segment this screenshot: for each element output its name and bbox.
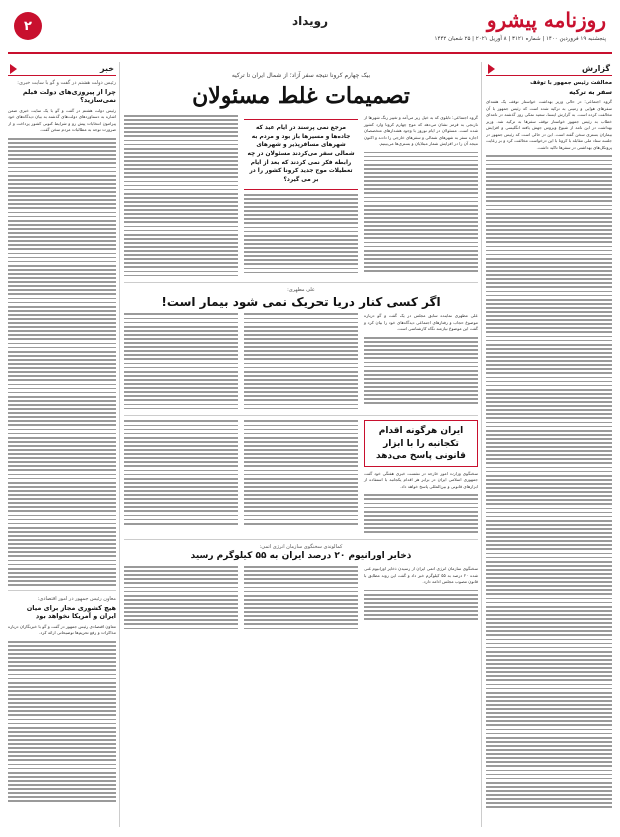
- lead-body-columns: [124, 115, 478, 276]
- uranium-kicker: کمالوندی سخنگوی سازمان انرژی اتمی:: [259, 543, 343, 550]
- foreign-ministry-body-col-3: [124, 420, 238, 524]
- report-kicker: مخالفت رئیس جمهور با توقف: [530, 80, 612, 86]
- news-tag-bar: [8, 62, 116, 76]
- column-divider-left: [119, 62, 120, 827]
- foreign-ministry-body-columns: [124, 420, 478, 533]
- motahari-headline: اگر کسی کنار دریا تحریک نمی شود بیمار است!: [161, 295, 441, 310]
- date-line: پنجشنبه ۱۹ فروردین ۱۴۰۰ | شماره ۳۱۲۱ | ۸ آوریل ۲۰۲۱ | ۲۵ شعبان ۱۴۴۲: [434, 36, 606, 42]
- news-headline-1: چرا از پیروزی‌های دولت قبلم نمی‌سازید؟: [22, 88, 116, 105]
- motahari-body-col-1: [364, 337, 478, 404]
- uranium-body: سخنگوی سازمان انرژی اتمی ایران از رسیدن ذخایر اورانیوم غنی شده ۲۰ درصد به ۵۵ کیلوگرم خبر داد و گفت این روند مطابق با قانون مصوب مجلس ادامه دارد.: [364, 566, 478, 585]
- news-headline-2: هیچ کشوری مجاز برای میان ایران و آمریکا نخواهد بود: [26, 603, 116, 621]
- news-body-1-continued: [8, 138, 116, 586]
- uranium-body-col-2: [244, 566, 358, 629]
- report-body: گروه اجتماعی: در حالی وزیر بهداشت خواستار توقف یک هفته‌ای سفرهای هوایی و زمینی به ترکیه شده است که رئیس جمهور با آن مخالفت کرده است. به گزارش ایسنا، سعید نمکی روز گذشته در نامه‌ای خطاب به رئیس جمهور خواستار توقف سفرها به ترکیه شد. وزیر بهداشت در این نامه از شیوع ویروس جهش یافته انگلیسی و افزایش بیماران بستری سخن گفته است. این در حالی است که رئیس جمهور در جلسه ستاد ملی مقابله با کرونا با این درخواست مخالفت کرد و بر رعایت پروتکل‌های بهداشتی در سفرها تاکید داشت.: [486, 99, 612, 150]
- motahari-body-col-2: [244, 313, 358, 409]
- newspaper-logo: روزنامه پیشرو: [486, 8, 606, 32]
- foreign-ministry-headline: ایران هرگونه اقدام تکجانبه را با ابزار قانونی پاسخ می‌دهد: [376, 426, 466, 461]
- uranium-story: [124, 539, 478, 629]
- news-body-2: معاون اقتصادی رئیس جمهور در گفت و گو با خبرنگاران درباره مذاکرات و رفع تحریم‌ها توضیحاتی ارائه کرد.: [8, 623, 116, 636]
- main-content: [124, 62, 478, 827]
- lead-body-col-3: [124, 115, 238, 276]
- report-body-continued: [486, 155, 612, 808]
- foreign-ministry-body: سخنگوی وزارت امور خارجه در نشست خبری هفتگی خود گفت جمهوری اسلامی ایران در برابر هر اقدام یکجانبه با استفاده از ابزارهای قانونی و بین‌المللی پاسخ خواهد داد.: [364, 470, 478, 489]
- news-kicker-1: رئیس دولت هشتم در گفت و گو با سایت خبری:: [17, 80, 116, 86]
- lead-body-col-1: [364, 152, 478, 273]
- lead-headline: تصمیمات غلط مسئولان: [192, 83, 410, 109]
- news-body-1: رئیس دولت هشتم در گفت و گو با یک سایت خبری ضمن اشاره به دستاوردهای دولت‌های گذشته به بیان دیدگاه‌های خود پیرامون انتخابات پیش رو و شرایط کنونی کشور پرداخت و از ضرورت توجه به مطالبات مردم سخن گفت.: [8, 107, 116, 133]
- motahari-body-col-3: [124, 313, 238, 409]
- lead-body-col-2: [244, 194, 358, 274]
- uranium-body-col-1: [364, 590, 478, 620]
- news-body-2-continued: [8, 641, 116, 802]
- motahari-story: [124, 282, 478, 409]
- motahari-kicker: علی مطهری:: [287, 287, 315, 294]
- report-tag: گزارش: [581, 64, 610, 73]
- foreign-ministry-body-col-2: [244, 420, 358, 524]
- tag-arrow-icon: [10, 64, 17, 74]
- news-column: [8, 62, 116, 827]
- foreign-ministry-story: [124, 415, 478, 533]
- uranium-body-col-3: [124, 566, 238, 629]
- tag-arrow-icon: [488, 64, 495, 74]
- uranium-body-columns: [124, 566, 478, 629]
- section-title: رویداد: [291, 14, 329, 28]
- lead-pullquote: مرجع نمی پرسند در ایام عید که جاده‌ها و مسیرها باز بود و مردم به شهرهای مسافرپذیر و شهرهای شمالی سفر می‌کردند مسئولان در چه رابطه فکر نمی کردند که بعد از ایام تعطیلات موج جدید کرونا کشور را در بر می گیرد؟: [244, 119, 358, 190]
- motahari-body-columns: [124, 313, 478, 409]
- foreign-ministry-headline-box: [364, 420, 478, 466]
- report-tag-bar: [486, 62, 612, 76]
- news-tag: خبر: [99, 64, 114, 73]
- foreign-ministry-body-col-1: [364, 494, 478, 533]
- uranium-headline: ذخایر اورانیوم ۲۰ درصد ایران به ۵۵ کیلوگرم رسید: [190, 550, 412, 561]
- page-number-badge: ۲: [14, 12, 42, 40]
- lead-kicker: بیک چهارم کرونا نتیجه سفر آزاد؛ از شمال ایران تا ترکیه: [231, 72, 371, 79]
- report-headline: سفر به ترکیه: [569, 88, 612, 96]
- news-story-2: [8, 590, 116, 802]
- header-divider: [8, 52, 612, 54]
- motahari-body: علی مطهری نماینده سابق مجلس در یک گفت و گو درباره موضوع حجاب و رفتارهای اجتماعی دیدگاه‌های خود را بیان کرد و گفت این موضوع نیازمند نگاه کارشناسی است.: [364, 313, 478, 332]
- lead-body: گروه اجتماعی: تابلوی که به خیل زیر می‌آمد و تغییر رنگ شهرها از نارنجی به قرمز نشان می‌دهد که موج چهارم کرونا وارد کشور شده است. مسئولان در ایام نوروز با وجود هشدارهای متخصصان اجازه سفر به شهرهای شمالی و سفرهای خارجی را دادند و اکنون نتیجه آن را در افزایش شمار مبتلایان و بستری‌ها می‌بینیم.: [364, 115, 478, 146]
- column-divider-right: [481, 62, 482, 827]
- news-kicker-2: معاون رئیس جمهور در امور اقتصادی:: [37, 595, 116, 602]
- report-column: [486, 62, 612, 827]
- page-header: [8, 6, 612, 50]
